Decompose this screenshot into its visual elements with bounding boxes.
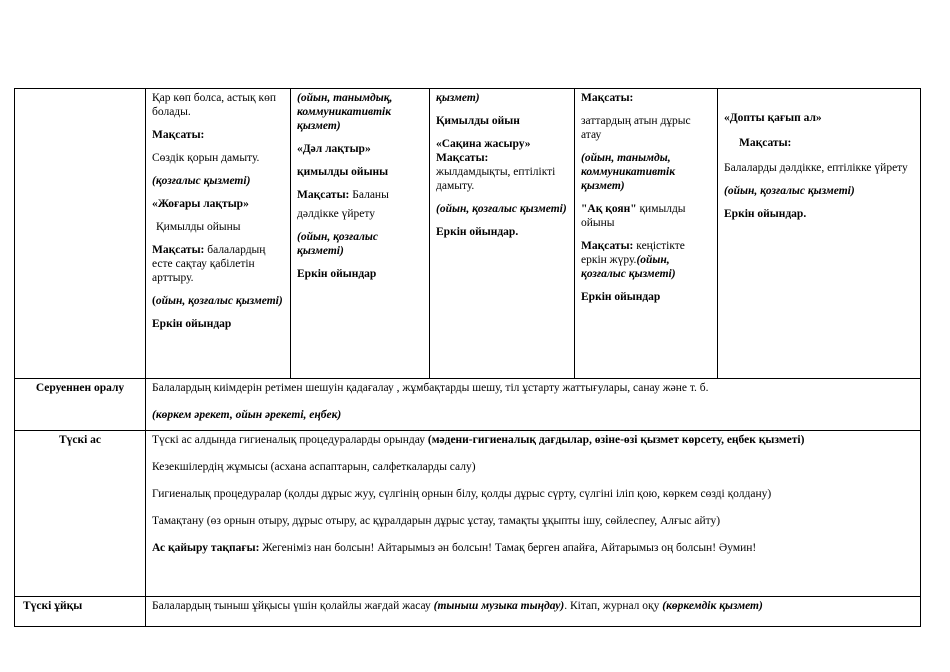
goal-text: Сөздік қорын дамыту.	[152, 152, 260, 164]
daily-plan-table	[14, 88, 921, 627]
goal-block	[152, 243, 285, 285]
nap-row	[15, 597, 921, 627]
goal-label: Мақсаты:	[581, 240, 634, 252]
lunch-verse-label: Ас қайыру тақпағы:	[152, 542, 260, 554]
lunch-verse-text: Жегеніміз нан болсын! Айтарымыз ән болсын! Тамақ берген апайға, Айтарымыз оң болсын! Әумин!	[259, 542, 757, 554]
activity-type: (қозғалыс қызметі)	[152, 175, 251, 187]
free-play: Еркін ойындар.	[436, 226, 519, 238]
goal-block	[581, 239, 712, 281]
activity-type-text: ойын, қозғалыс қызметі)	[155, 295, 283, 307]
nap-text-2: . Кітап, журнал оқу	[564, 600, 663, 612]
free-play: Еркін ойындар	[297, 268, 377, 280]
game-title: "Ақ қоян"	[581, 203, 637, 215]
goal-text: кеңістікте еркін жүру.	[581, 240, 685, 266]
game-kind: Қимылды ойын	[436, 115, 520, 127]
lunch-line-5	[152, 541, 915, 555]
free-play: Еркін ойындар.	[724, 208, 807, 220]
goal-text: Балаларды дәлдікке, ептілікке үйрету	[724, 162, 908, 174]
lunch-line-3: Гигиеналық процедуралар (қолды дұрыс жуу, сүлгінің орнын білу, қолды дұрыс сүрту, сүлгіні іліп қою, көркем сөзді қолдану)	[152, 488, 772, 500]
game-kind: Қимылды ойыны	[156, 221, 241, 233]
activity-col-1	[146, 89, 291, 379]
activity-type	[152, 294, 285, 308]
return-walk-text: Балалардың киімдерін ретімен шешуін қадағалау , жұмбақтарды шешу, тіл ұстарту жаттығулары, санау және т. б.	[152, 382, 709, 394]
goal-label: Мақсаты:	[152, 244, 205, 256]
nap-type: (көркемдік қызмет)	[662, 600, 763, 612]
activity-type: (ойын, танымды, коммуникативтік қызмет)	[581, 152, 676, 192]
return-walk-type: (көркем әрекет, ойын әрекеті, еңбек)	[152, 409, 342, 421]
lunch-row	[15, 431, 921, 597]
goal-text-2: дәлдікке үйрету	[297, 208, 375, 220]
goal-text: Баланы	[349, 189, 389, 201]
activity-type: (ойын, қозғалыс қызметі)	[436, 203, 567, 215]
game-title: «Сақина жасыру»	[436, 138, 531, 150]
nap-text-1: Балалардың тыныш ұйқысы үшін қолайлы жағдай жасау	[152, 600, 434, 612]
goal-block	[297, 188, 424, 202]
lunch-line-4: Тамақтану (өз орнын отыру, дұрыс отыру, ас құралдарын дұрыс ұстау, тамақты ұқыпты ішу, сөйлеспеу, Алғыс айту)	[152, 515, 721, 527]
game-block	[581, 202, 712, 230]
free-play: Еркін ойындар	[152, 318, 232, 330]
game-kind: қимылды ойыны	[581, 203, 686, 229]
goal-label: Мақсаты:	[581, 92, 634, 104]
lunch-label: Түскі ас	[15, 431, 146, 597]
goal-label: Мақсаты:	[152, 129, 205, 141]
goal-text: жылдамдықты, ептілікті дамыту.	[436, 166, 556, 192]
goal-label: Мақсаты:	[739, 137, 792, 149]
free-play: Еркін ойындар	[581, 291, 661, 303]
return-walk-label: Серуеннен оралу	[15, 379, 146, 431]
nap-music: (тыныш музыка тыңдау)	[433, 600, 565, 612]
activity-type: (ойын, қозғалыс қызметі)	[724, 185, 855, 197]
lunch-line-1-text: Түскі ас алдында гигиеналық процедураларды орындау	[152, 434, 428, 446]
nap-label: Түскі ұйқы	[15, 597, 146, 627]
activity-type: (ойын, қозғалыс қызметі)	[581, 254, 676, 280]
goal-label: Мақсаты:	[297, 189, 350, 201]
proverb: Қар көп болса, астық көп болады.	[152, 92, 276, 118]
lunch-line-2: Кезекшілердің жұмысы (асхана аспаптарын, салфеткаларды салу)	[152, 461, 476, 473]
goal-text: заттардың атын дұрыс атау	[581, 115, 691, 141]
goal-text: балалардың есте сақтау қабілетін арттыру.	[152, 244, 266, 284]
game-kind: қимылды ойыны	[297, 166, 389, 178]
paren: (	[152, 295, 156, 307]
nap-content	[146, 597, 921, 627]
lunch-line-1	[152, 433, 915, 447]
activity-col-5	[718, 89, 921, 379]
empty-label-cell	[15, 89, 146, 379]
lunch-content	[146, 431, 921, 597]
activity-col-4	[575, 89, 718, 379]
goal-label: Мақсаты:	[436, 152, 489, 164]
activity-type: (ойын, танымдық, коммуникативтік қызмет)	[297, 92, 393, 132]
activity-col-2	[291, 89, 430, 379]
game-title: «Дәл лақтыр»	[297, 143, 371, 155]
activities-row	[15, 89, 921, 379]
activity-type: қызмет)	[436, 92, 480, 104]
return-walk-row	[15, 379, 921, 431]
nap-text	[152, 599, 915, 613]
activity-type: (ойын, қозғалыс қызметі)	[297, 231, 378, 257]
lunch-line-1-bold: (мәдени-гигиеналық дағдылар, өзіне-өзі қызмет көрсету, еңбек қызметі)	[427, 434, 805, 446]
game-title: «Допты қағып ал»	[724, 112, 822, 124]
return-walk-content	[146, 379, 921, 431]
activity-col-3	[430, 89, 575, 379]
game-title: «Жоғары лақтыр»	[152, 198, 249, 210]
